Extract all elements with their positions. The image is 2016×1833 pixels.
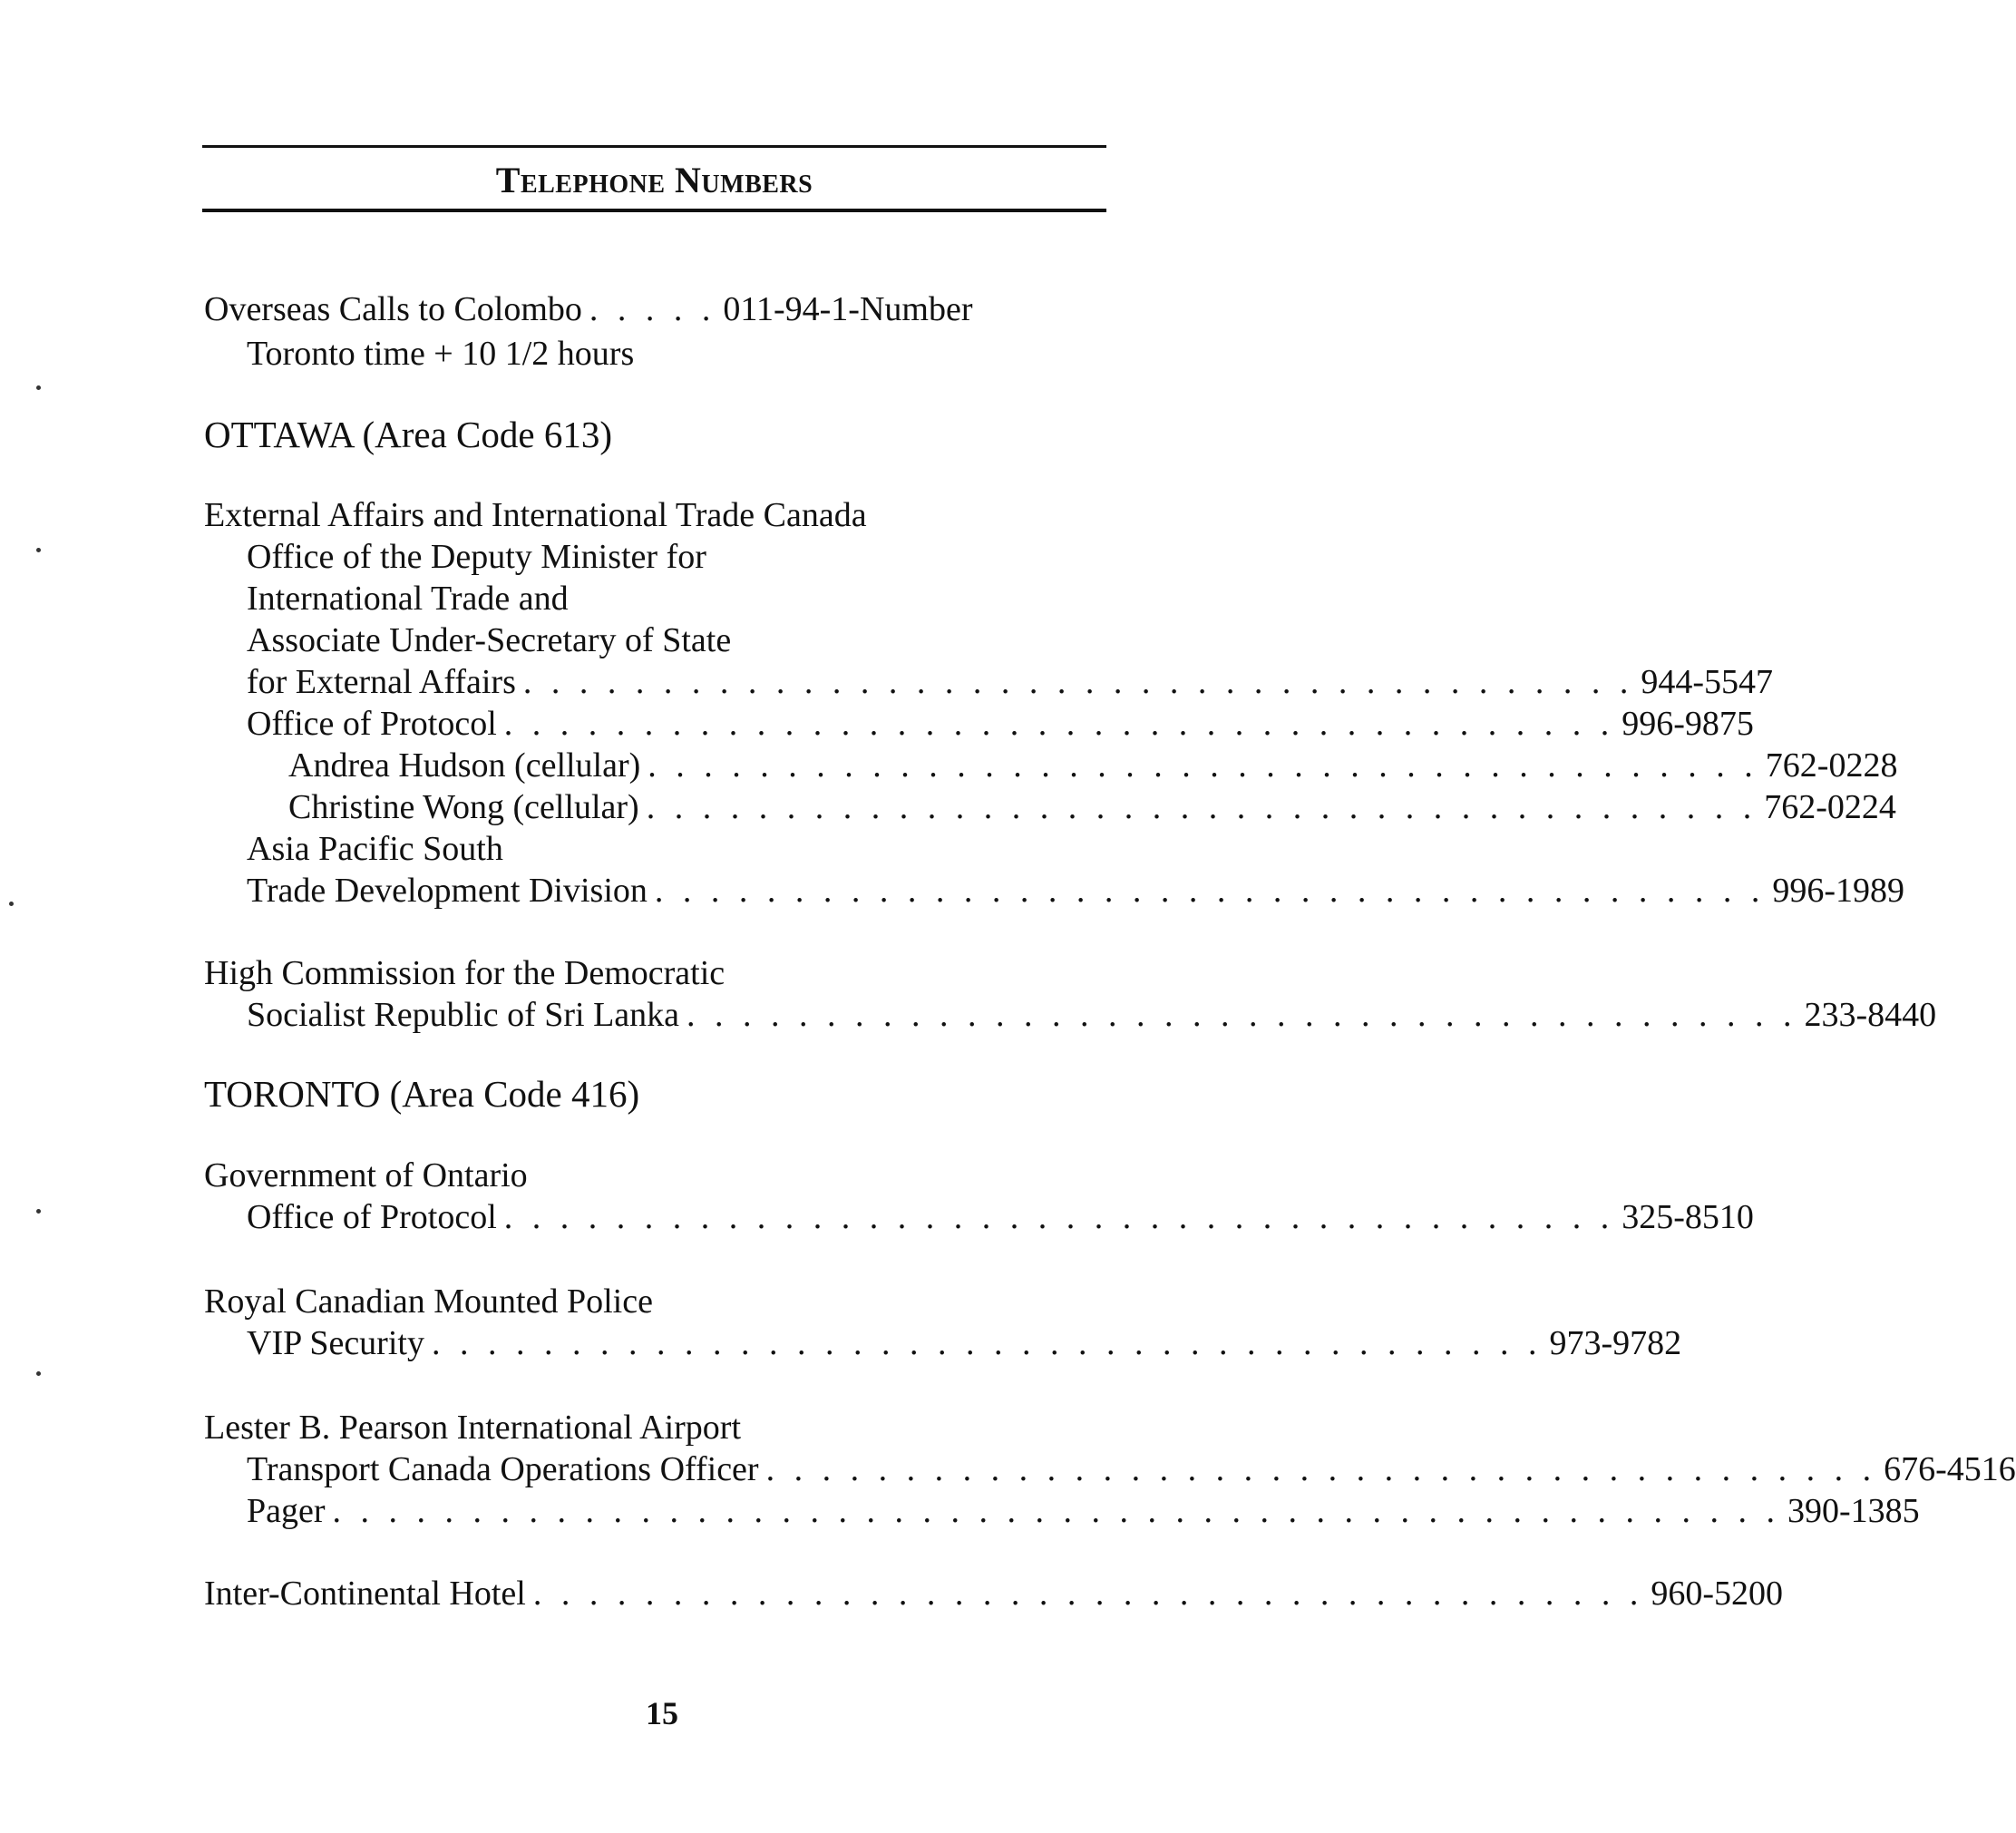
org-heading [204, 1280, 1112, 1323]
ontario-protocol-entry [247, 1195, 1754, 1239]
entry-label: Christine Wong (cellular) [288, 788, 639, 826]
scan-speck [36, 548, 41, 552]
entry-label: Transport Canada Operations Officer [247, 1450, 759, 1488]
time-note [247, 332, 1112, 375]
section-heading-toronto [204, 1072, 1112, 1116]
hudson-entry [288, 744, 1898, 787]
org-heading [204, 493, 1112, 537]
phone-number: 944-5547 [1641, 663, 1774, 701]
org-name: Lester B. Pearson International Airport [204, 1409, 742, 1447]
org-name: External Affairs and International Trade Canada [204, 496, 867, 534]
phone-number: 762-0224 [1764, 788, 1896, 826]
scan-speck [36, 385, 41, 390]
entry-label: Inter-Continental Hotel [204, 1575, 526, 1613]
phone-number: 011-94-1-Number [723, 290, 973, 328]
org-name: High Commission for the Democratic [204, 954, 726, 992]
entry-label: Office of Protocol [247, 1198, 497, 1236]
entry-line [247, 577, 1112, 620]
dot-leader: . . . . . . . . . . . . . . . . . . . . . . . . . . . . . . . . . . . . . . . . [431, 1324, 1543, 1362]
entry-label: Pager [247, 1492, 326, 1530]
scan-speck [9, 902, 14, 906]
section-heading-text: OTTAWA (Area Code 613) [204, 414, 612, 455]
dot-leader: . . . . . . . . . . . . . . . . . . . . . . . . . . . . . . . . . . . . . . . . [522, 663, 1634, 701]
entry-label: Office of Protocol [247, 705, 497, 743]
entry-label: Overseas Calls to Colombo [204, 290, 582, 328]
deputy-minister-entry [247, 660, 1774, 704]
scan-speck [36, 1209, 41, 1214]
entry-label: Trade Development Division [247, 872, 648, 910]
org-heading [204, 1406, 1112, 1449]
asia-pacific-entry [247, 869, 1905, 912]
header-rule-bottom [202, 209, 1106, 212]
entry-label: for External Affairs [247, 663, 516, 701]
phone-number: 676-4516 [1884, 1450, 2016, 1488]
scan-speck [36, 1371, 41, 1376]
time-note-text: Toronto time + 10 1/2 hours [247, 335, 635, 373]
section-heading-text: TORONTO (Area Code 416) [204, 1073, 640, 1115]
phone-number: 960-5200 [1651, 1575, 1784, 1613]
entry-line [247, 619, 1112, 662]
entry-label: Associate Under-Secretary of State [247, 621, 732, 659]
page-number: 15 [646, 1695, 678, 1731]
dot-leader: . . . . . . . . . . . . . . . . . . . . . . . . . . . . . . . . . . . . . . . . [503, 705, 1615, 743]
dot-leader: . . . . . . . . . . . . . . . . . . . . . . . . . . . . . . . . . . . . . . . . [532, 1575, 1644, 1613]
org-name: Government of Ontario [204, 1156, 528, 1194]
protocol-entry [247, 702, 1754, 746]
dot-leader: . . . . . . . . . . . . . . . . . . . . . . . . . . . . . . . . . . . . . . . . [654, 872, 1766, 910]
entry-line [247, 535, 1112, 579]
dot-leader: . . . . . . . . . . . . . . . . . . . . . . . . . . . . . . . . . . . . . . . . [646, 788, 1758, 826]
page-header-title: Telephone Numbers [495, 160, 813, 200]
high-commission-entry [247, 993, 1937, 1037]
phone-number: 325-8510 [1622, 1198, 1754, 1236]
phone-number: 390-1385 [1787, 1492, 1920, 1530]
wong-entry [288, 785, 1896, 829]
dot-leader: . . . . . . . . . . . . . . . . . . . . . . . . . . . . . . . . . . . . . . . . [503, 1198, 1615, 1236]
dot-leader: . . . . . . . . . . . . . . . . . . . . . . . . . . . . . . . . . . . . . . . . [687, 996, 1797, 1034]
phone-number: 996-1989 [1772, 872, 1905, 910]
org-heading [204, 1154, 1112, 1197]
entry-label: Socialist Republic of Sri Lanka [247, 996, 680, 1034]
overseas-calls-entry [204, 288, 1112, 331]
entry-label: International Trade and [247, 580, 569, 618]
phone-number: 996-9875 [1622, 705, 1754, 743]
dot-leader: . . . . . . . . . . . . . . . . . . . . . . . . . . . . . . . . . . . . . . . . [648, 746, 1758, 785]
hotel-entry [204, 1572, 1784, 1615]
dot-leader: . . . . . . . . . . . . . . . . . . . . . . . . . . . . . . . . . . . . . . . . [765, 1450, 1877, 1488]
dot-leader: . . . . . . . . . . . . . . . . . . . . . . . . . . . . . . . . . . . . . . . . . . . . . . . . . . . . [332, 1492, 1781, 1530]
entry-label: Asia Pacific South [247, 830, 503, 868]
operations-officer-entry [247, 1448, 2016, 1491]
phone-number: 762-0228 [1765, 746, 1898, 785]
entry-line [247, 827, 1112, 871]
phone-number: 233-8440 [1804, 996, 1937, 1034]
section-heading-ottawa [204, 413, 1112, 456]
vip-security-entry [247, 1321, 1682, 1365]
dot-leader: . . . . . [589, 290, 716, 328]
entry-label: Office of the Deputy Minister for [247, 538, 706, 576]
entry-label: VIP Security [247, 1324, 424, 1362]
pager-entry [247, 1489, 1920, 1533]
phone-number: 973-9782 [1549, 1324, 1682, 1362]
org-heading [204, 951, 1112, 995]
org-name: Royal Canadian Mounted Police [204, 1282, 653, 1321]
header-rule-top [202, 145, 1106, 148]
entry-label: Andrea Hudson (cellular) [288, 746, 641, 785]
